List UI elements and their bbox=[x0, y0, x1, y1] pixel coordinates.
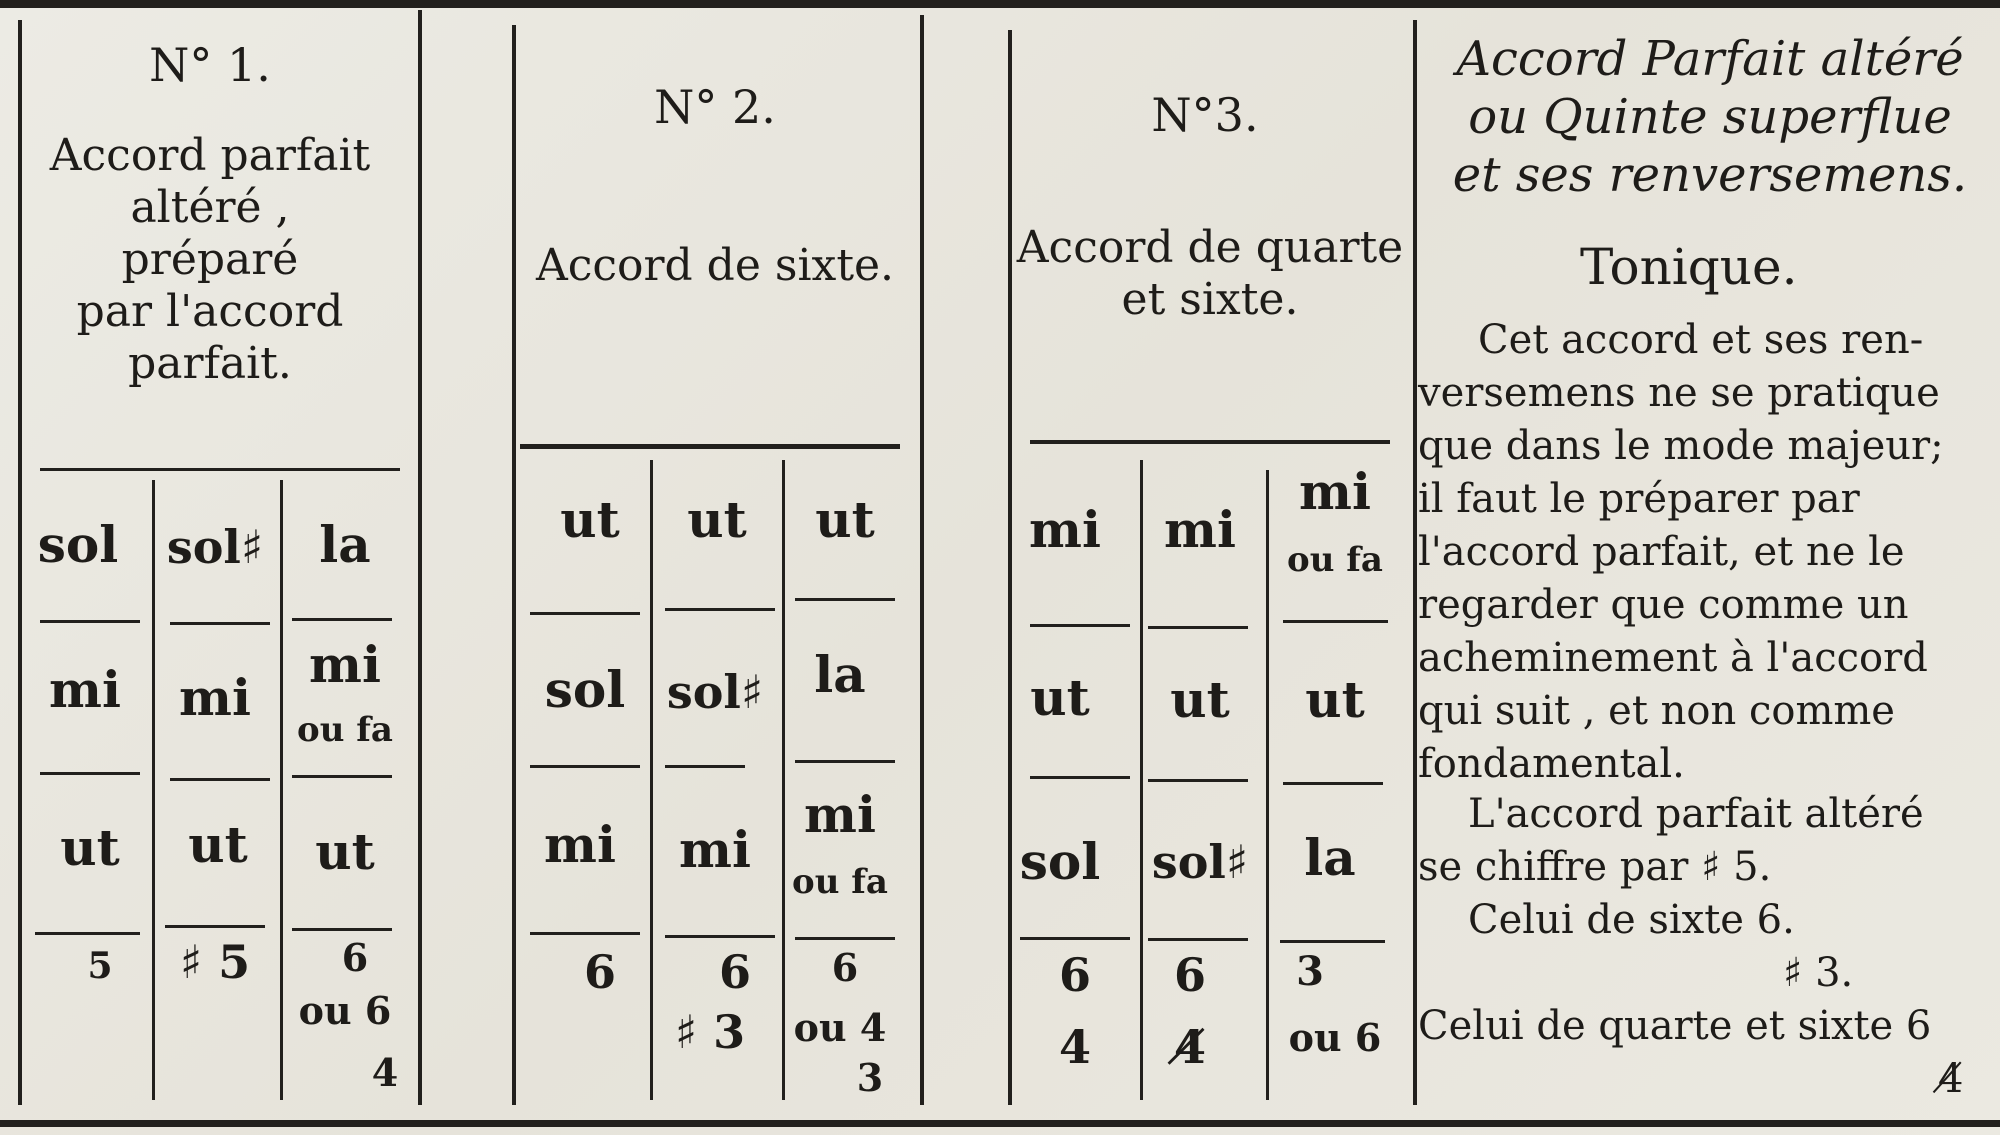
note-bottom: ut bbox=[60, 818, 120, 877]
figured-bass: ♯ 3 bbox=[674, 1005, 746, 1059]
chord-title-line: Accord de quarte bbox=[1016, 222, 1404, 273]
note-bottom: sol bbox=[1019, 832, 1101, 891]
figured-bass: 6 bbox=[583, 945, 616, 999]
note-middle: mi bbox=[309, 635, 381, 694]
note-middle: ut bbox=[1170, 670, 1230, 729]
figured-bass: 6 bbox=[341, 935, 369, 980]
cell-rule bbox=[1030, 624, 1130, 627]
cell-rule bbox=[1283, 620, 1388, 623]
rule-line: Celui de quarte et sixte 6 bbox=[1418, 1003, 1932, 1049]
chord-number: N° 2. bbox=[654, 80, 776, 134]
chord-title-line: Accord de sixte. bbox=[535, 240, 895, 291]
cell-rule bbox=[292, 618, 392, 621]
chord-title bbox=[40, 130, 380, 390]
chord-number: N° 1. bbox=[149, 38, 271, 92]
cell-rule bbox=[170, 622, 270, 625]
note-top: ut bbox=[815, 490, 875, 549]
chord-number: N°3. bbox=[1151, 88, 1259, 142]
paragraph-line: il faut le préparer par bbox=[1418, 476, 1860, 522]
figured-bass: ou 6 bbox=[1288, 1015, 1382, 1060]
chord-title bbox=[520, 240, 910, 292]
column-divider bbox=[418, 10, 422, 1105]
note-bottom: la bbox=[1304, 828, 1356, 887]
note-top: mi bbox=[1299, 462, 1371, 521]
cell-rule bbox=[795, 937, 895, 940]
staff-rule bbox=[520, 444, 900, 449]
note-top: sol♯ bbox=[166, 520, 264, 574]
staff-rule bbox=[40, 468, 400, 471]
cell-rule bbox=[1148, 779, 1248, 782]
cell-rule bbox=[292, 775, 392, 778]
rule-line: se chiffre par ♯ 5. bbox=[1418, 844, 1772, 890]
figured-bass: 6 bbox=[1058, 948, 1091, 1002]
note-bottom: ut bbox=[315, 822, 375, 881]
figured-bass: 4 bbox=[1058, 1020, 1091, 1074]
section-subheading: Tonique. bbox=[1580, 238, 1798, 296]
note-alternative: ou fa bbox=[297, 710, 393, 750]
chord-title-line: Accord parfait bbox=[49, 130, 371, 181]
figured-bass: 6 bbox=[1173, 948, 1206, 1002]
figured-bass: 4 bbox=[371, 1050, 399, 1095]
cell-divider bbox=[650, 460, 653, 1100]
note-bottom: mi bbox=[804, 785, 876, 844]
figured-bass: ou 6 bbox=[298, 988, 392, 1033]
cell-rule bbox=[795, 760, 895, 763]
figured-bass: 6 bbox=[831, 945, 859, 990]
top-border bbox=[0, 0, 2000, 8]
cell-rule bbox=[292, 928, 392, 931]
cell-rule bbox=[165, 925, 265, 928]
paragraph-line: Cet accord et ses ren- bbox=[1478, 317, 1924, 363]
note-top: sol bbox=[37, 515, 119, 574]
paragraph-line: qui suit , et non comme bbox=[1418, 688, 1895, 734]
note-middle: sol bbox=[544, 660, 626, 719]
figuring-rules bbox=[1418, 788, 1993, 1106]
heading-line: Accord Parfait altéré bbox=[1456, 31, 1964, 87]
paragraph-line: regarder que comme un bbox=[1418, 582, 1909, 628]
chord-title-line: parfait. bbox=[128, 338, 292, 389]
figured-bass: 3 bbox=[1296, 948, 1324, 995]
note-middle: la bbox=[814, 645, 866, 704]
cell-rule bbox=[530, 765, 640, 768]
cell-rule bbox=[35, 932, 140, 935]
note-bottom: mi bbox=[679, 820, 751, 879]
cell-rule bbox=[1280, 940, 1385, 943]
rule-line: ♯ 3. bbox=[1783, 950, 1854, 996]
column-divider bbox=[1008, 30, 1012, 1105]
note-middle: ut bbox=[1305, 670, 1365, 729]
cell-rule bbox=[1030, 776, 1130, 779]
column-divider bbox=[920, 15, 924, 1105]
note-top: mi bbox=[1164, 500, 1236, 559]
note-bottom: sol♯ bbox=[1151, 835, 1249, 889]
note-alternative: ou fa bbox=[792, 862, 888, 902]
note-middle: ut bbox=[1030, 668, 1090, 727]
cell-rule bbox=[665, 935, 775, 938]
note-bottom: mi bbox=[544, 815, 616, 874]
figured-bass: 4̸ bbox=[1173, 1020, 1206, 1074]
paragraph-line: l'accord parfait, et ne le bbox=[1418, 529, 1905, 575]
paragraph-line: fondamental. bbox=[1418, 741, 1685, 787]
cell-rule bbox=[795, 598, 895, 601]
column-divider bbox=[512, 25, 516, 1105]
chord-title bbox=[1010, 222, 1410, 326]
figured-bass: ou 4 bbox=[793, 1005, 887, 1050]
cell-rule bbox=[665, 765, 745, 768]
cell-divider bbox=[280, 480, 283, 1100]
figured-bass: 6 bbox=[718, 945, 751, 999]
chord-title-line: et sixte. bbox=[1121, 274, 1299, 325]
cell-rule bbox=[530, 612, 640, 615]
figured-bass: ♯ 5 bbox=[179, 935, 251, 989]
cell-rule bbox=[1020, 937, 1130, 940]
chord-title-line: altéré , bbox=[130, 182, 290, 233]
cell-rule bbox=[1148, 626, 1248, 629]
paragraph-line: acheminement à l'accord bbox=[1418, 635, 1928, 681]
cell-rule bbox=[530, 932, 640, 935]
cell-rule bbox=[1283, 782, 1383, 785]
note-top: ut bbox=[560, 490, 620, 549]
paragraph-line: que dans le mode majeur; bbox=[1418, 423, 1944, 469]
note-top: la bbox=[319, 515, 371, 574]
note-middle: mi bbox=[179, 668, 251, 727]
cell-divider bbox=[782, 460, 785, 1100]
heading-line: ou Quinte superflue bbox=[1468, 89, 1952, 145]
note-alternative: ou fa bbox=[1287, 540, 1383, 580]
paragraph-line: versemens ne se pratique bbox=[1418, 370, 1940, 416]
chord-title-line: par l'accord bbox=[76, 286, 344, 337]
note-middle: mi bbox=[49, 660, 121, 719]
rule-line: 4̸ bbox=[1938, 1056, 1964, 1102]
note-top: mi bbox=[1029, 500, 1101, 559]
cell-rule bbox=[170, 778, 270, 781]
heading-line: et ses renversemens. bbox=[1452, 147, 1968, 203]
section-heading bbox=[1425, 30, 1995, 204]
note-middle: sol♯ bbox=[666, 665, 764, 719]
cell-rule bbox=[40, 620, 140, 623]
rule-line: Celui de sixte 6. bbox=[1468, 897, 1795, 943]
figured-bass: 3 bbox=[856, 1055, 884, 1100]
rule-line: L'accord parfait altéré bbox=[1468, 791, 1924, 837]
cell-rule bbox=[40, 772, 140, 775]
cell-divider bbox=[1266, 470, 1269, 1100]
note-top: ut bbox=[687, 490, 747, 549]
cell-rule bbox=[665, 608, 775, 611]
description-paragraph bbox=[1418, 314, 1993, 791]
cell-rule bbox=[1148, 938, 1248, 941]
bottom-border bbox=[0, 1120, 2000, 1127]
column-divider bbox=[1413, 20, 1417, 1105]
figured-bass: 5 bbox=[87, 945, 113, 987]
staff-rule bbox=[1030, 440, 1390, 444]
note-bottom: ut bbox=[188, 815, 248, 874]
chord-title-line: préparé bbox=[121, 234, 299, 285]
